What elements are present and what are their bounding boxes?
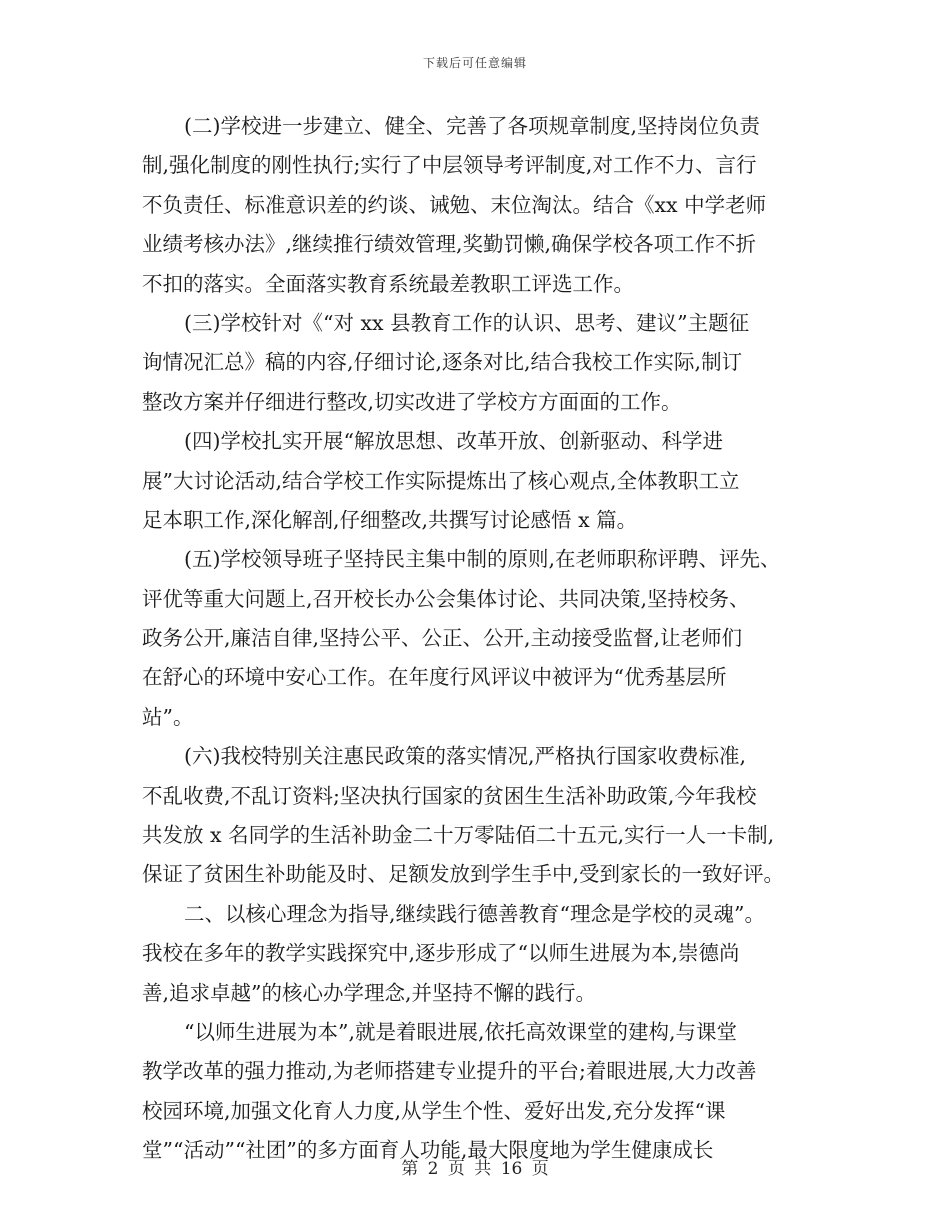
- body-text-line: 询情况汇总》稿的内容,仔细讨论,逐条对比,结合我校工作实际,制订: [142, 350, 743, 375]
- body-text-line: 业绩考核办法》,继续推行绩效管理,奖勤罚懒,确保学校各项工作不折: [142, 232, 757, 257]
- body-text-line: 展”大讨论活动,结合学校工作实际提炼出了核心观点,全体教职工立: [142, 468, 740, 493]
- body-text-line: (二)学校进一步建立、健全、完善了各项规章制度,坚持岗位负责: [184, 114, 761, 138]
- body-text-line: (四)学校扎实开展“解放思想、改革开放、创新驱动、科学进: [184, 429, 723, 454]
- body-text-line: 不乱收费,不乱订资料;坚决执行国家的贫困生生活补助政策,今年我校: [142, 783, 757, 808]
- body-text-line: 校园环境,加强文化育人力度,从学生个性、爱好出发,充分发挥“课: [142, 1098, 726, 1123]
- body-text-line: 二、以核心理念为指导,继续践行德善教育“理念是学校的灵魂”。: [184, 901, 765, 926]
- body-text-line: 在舒心的环境中安心工作。在年度行风评议中被评为“优秀基层所: [142, 665, 727, 690]
- body-text-line: (五)学校领导班子坚持民主集中制的原则,在老师职称评聘、评先、: [184, 547, 781, 572]
- body-text-line: “以师生进展为本”,就是着眼进展,依托高效课堂的建构,与课堂: [184, 1019, 738, 1044]
- body-text-line: 制,强化制度的刚性执行;实行了中层领导考评制度,对工作不力、言行: [142, 153, 757, 178]
- body-text-line: 堂”“活动”“社团”的多方面育人功能,最大限度地为学生健康成长: [142, 1138, 714, 1163]
- body-text-line: 足本职工作,深化解剖,仔细整改,共撰写讨论感悟 x 篇。: [142, 507, 638, 532]
- body-text-line: (六)我校特别关注惠民政策的落实情况,严格执行国家收费标准,: [184, 744, 747, 769]
- body-text-line: 政务公开,廉洁自律,坚持公平、公正、公开,主动接受监督,让老师们: [142, 626, 743, 651]
- body-text-line: (三)学校针对《“对 xx 县教育工作的认识、思考、建议”主题征: [184, 310, 750, 335]
- body-text-line: 保证了贫困生补助能及时、足额发放到学生手中,受到家长的一致好评。: [142, 862, 785, 887]
- body-text-line: 共发放 x 名同学的生活补助金二十万零陆佰二十五元,实行一人一卡制,: [142, 823, 775, 848]
- body-text-line: 站”。: [142, 704, 194, 729]
- body-text-line: 善,追求卓越”的核心办学理念,并坚持不懈的践行。: [142, 980, 597, 1005]
- body-text-line: 整改方案并仔细进行整改,切实改进了学校方方面面的工作。: [142, 389, 682, 414]
- page-header: 下载后可任意编辑: [422, 56, 527, 70]
- page-footer: 第 2 页 共 16 页: [401, 1159, 549, 1179]
- document-body: [142, 107, 832, 1171]
- body-text-line: 教学改革的强力推动,为老师搭建专业提升的平台;着眼进展,大力改善: [142, 1059, 757, 1084]
- body-text-line: 我校在多年的教学实践探究中,逐步形成了“以师生进展为本,崇德尚: [142, 941, 740, 966]
- body-text-line: 不负责任、标准意识差的约谈、诫勉、末位淘汰。结合《xx 中学老师: [142, 192, 767, 217]
- body-text-line: 评优等重大问题上,召开校长办公会集体讨论、共同决策,坚持校务、: [142, 586, 750, 611]
- body-text-line: 不扣的落实。全面落实教育系统最差教职工评选工作。: [142, 271, 634, 296]
